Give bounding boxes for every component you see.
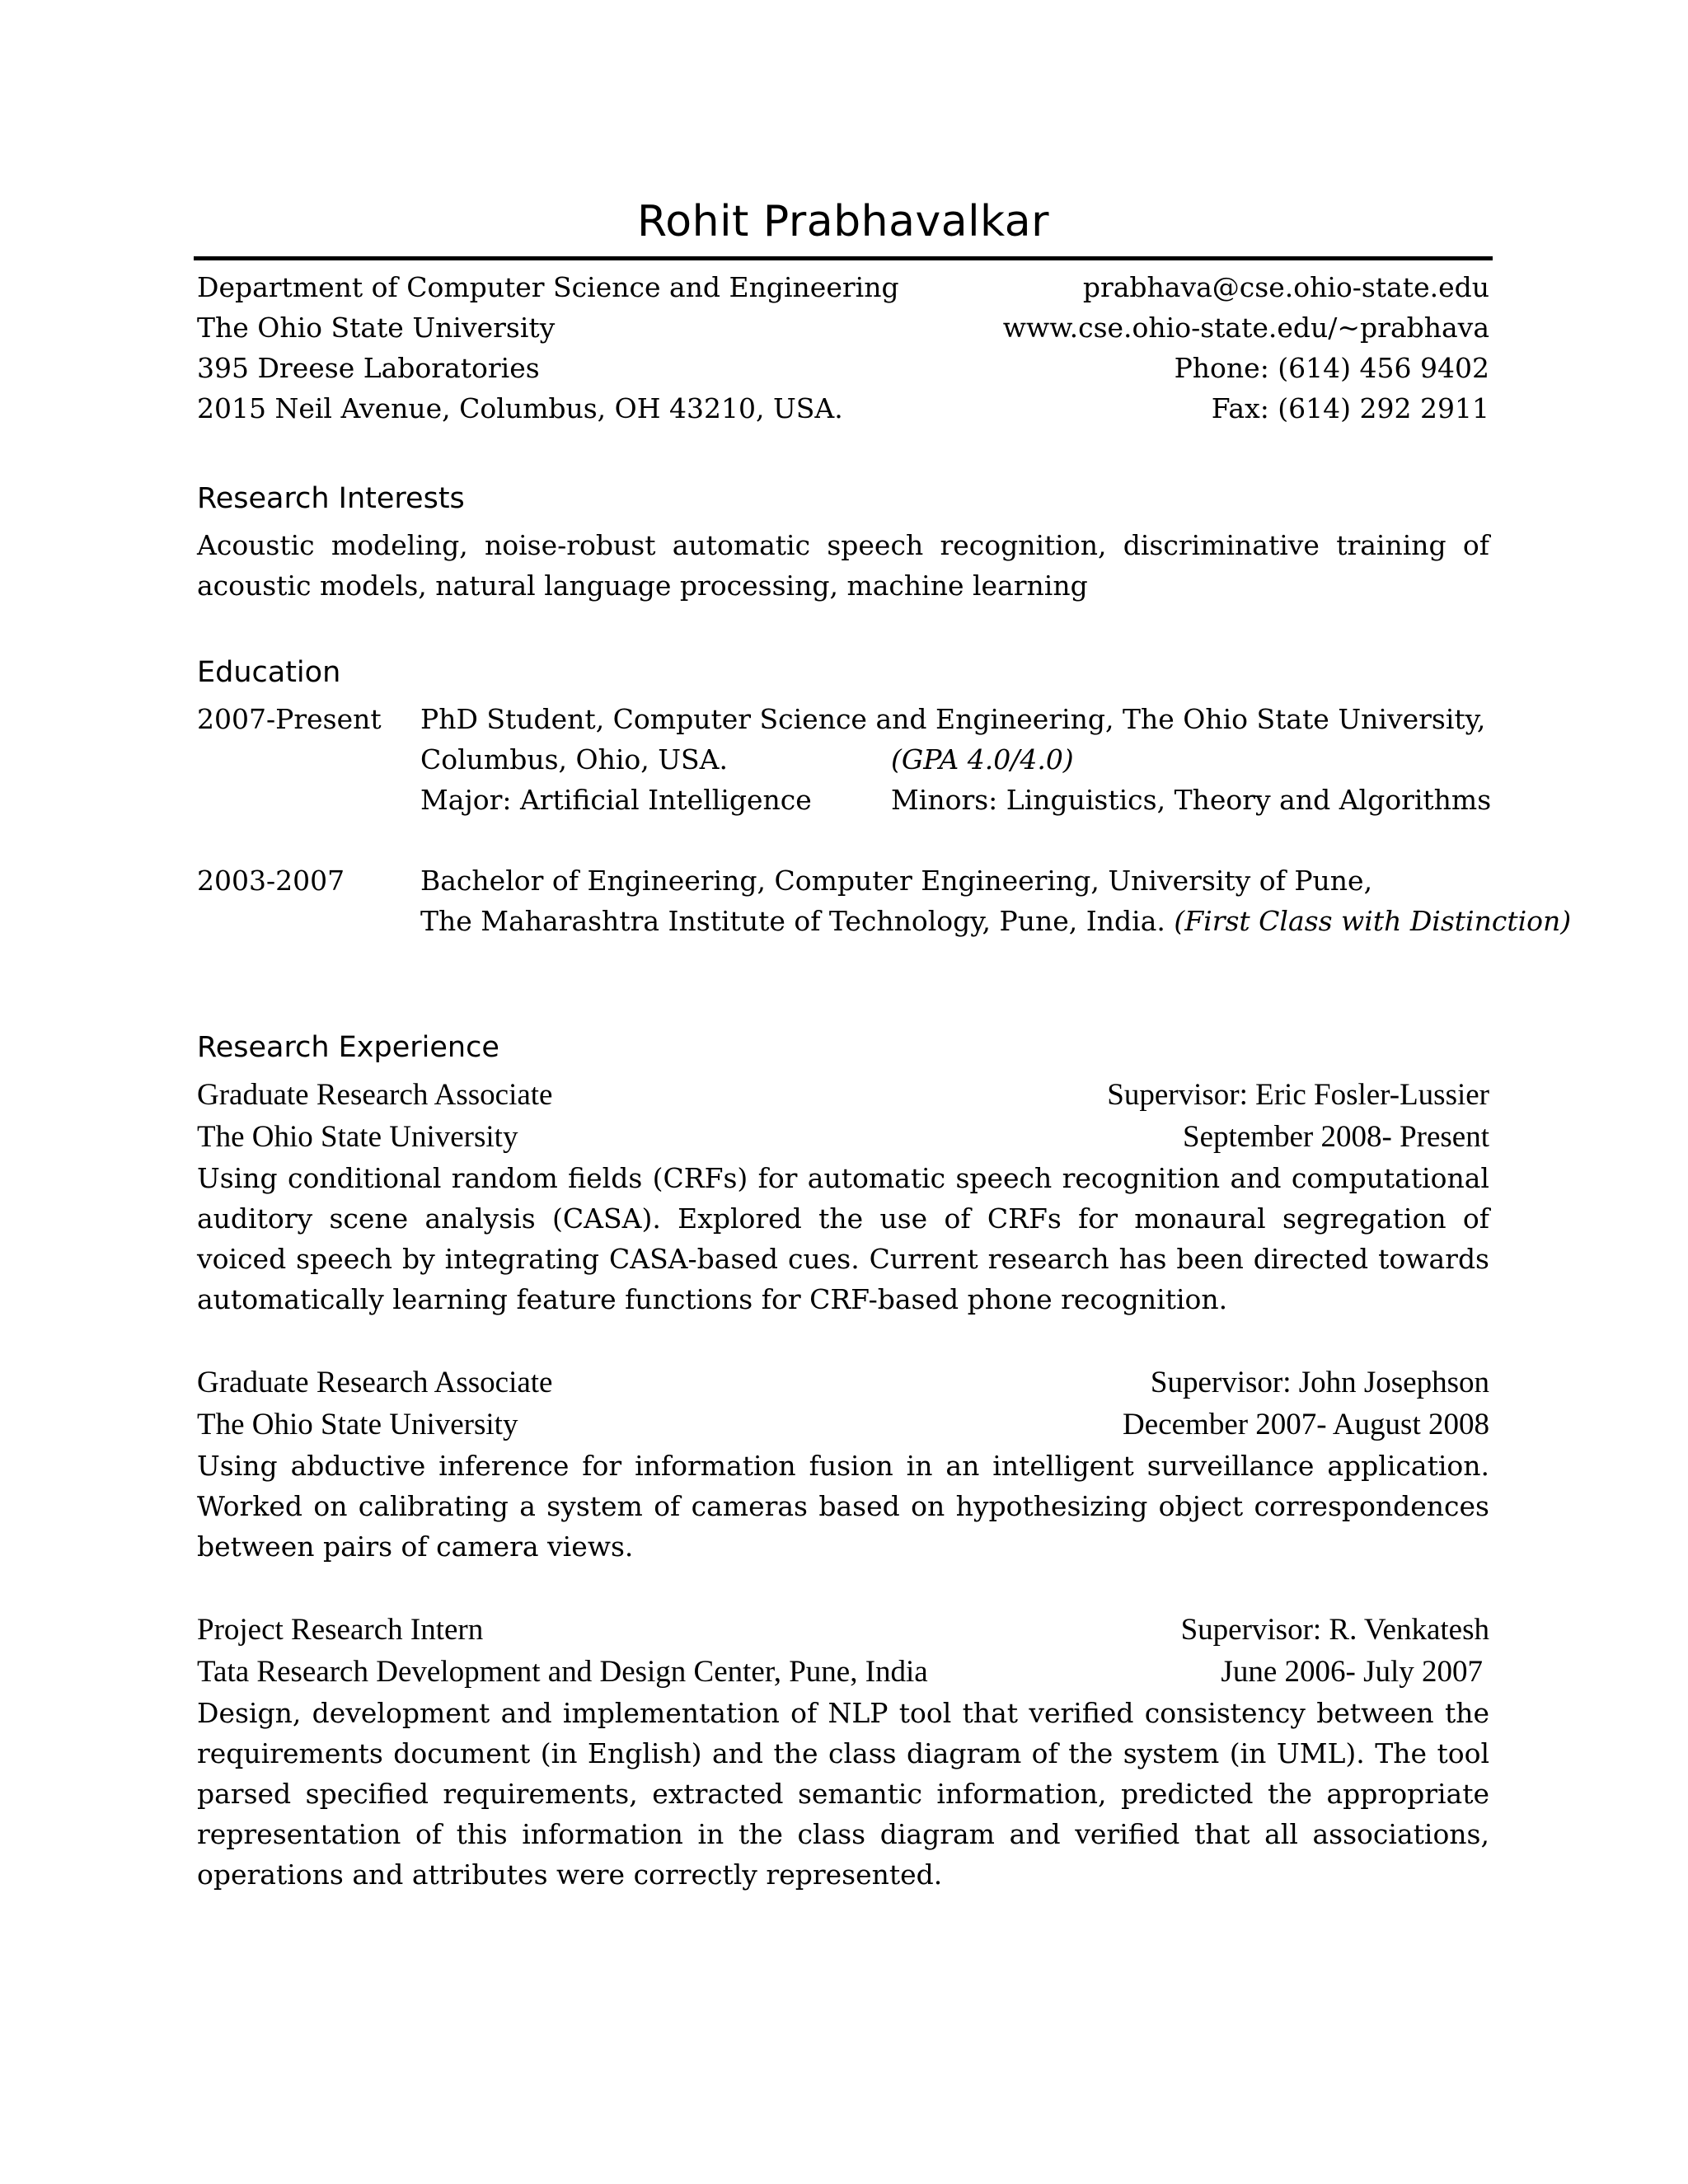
experience-header (197, 1361, 1489, 1404)
education-entry (197, 860, 1572, 941)
spacer (197, 820, 1489, 860)
experience-title: Project Research Intern (197, 1613, 484, 1647)
education-line (420, 739, 1491, 780)
experience-title: Graduate Research Associate (197, 1366, 553, 1399)
experience-org: The Ohio State University (197, 1120, 518, 1154)
education-gpa: (GPA 4.0/4.0) (891, 743, 1074, 776)
education-entry (197, 699, 1492, 820)
experience-title: Graduate Research Associate (197, 1078, 553, 1112)
experience-header (197, 1074, 1489, 1116)
experience-description: Using conditional random fields (CRFs) for automatic speech recognition and computational auditory scene analysis (CASA). Explored the use of CRFs for monaural segregation of voiced speech by integrating CASA-based cues. Current research has been directed towards automatically learning feature functions for CRF-based phone recognition. (197, 1162, 1489, 1315)
address-column (197, 267, 899, 429)
header-rule (194, 256, 1493, 260)
research-experience-heading: Research Experience (197, 1031, 499, 1064)
experience-subheader (197, 1404, 1489, 1446)
address-line: 395 Dreese Laboratories (197, 352, 540, 384)
experience-supervisor: Supervisor: Eric Fosler-Lussier (1107, 1078, 1489, 1112)
address-line: The Ohio State University (197, 312, 556, 344)
education-years: 2007-Present (197, 703, 382, 735)
education-line (420, 901, 1571, 941)
research-interests-heading: Research Interests (197, 482, 465, 515)
experience-subheader (197, 1116, 1489, 1158)
experience-subheader (197, 1651, 1489, 1693)
experience-description: Using abductive inference for information fusion in an intelligent surveillance application. Worked on calibrating a system of cameras based on hypothesizing object correspondences between pairs of camera views. (197, 1450, 1489, 1563)
education-years: 2003-2007 (197, 865, 345, 897)
contact-column (1003, 267, 1489, 429)
phone-number: Phone: (614) 456 9402 (1174, 352, 1489, 384)
education-honors: (First Class with Distinction) (1174, 905, 1572, 937)
education-details (420, 699, 1491, 820)
experience-entry (197, 1074, 1489, 1319)
contact-block (197, 267, 1489, 429)
education-location: Columbus, Ohio, USA. (420, 743, 728, 776)
experience-dates: June 2006- July 2007 (1221, 1655, 1483, 1689)
experience-entry (197, 1609, 1489, 1895)
experience-description: Design, development and implementation of NLP tool that verified consistency between the requirements document (in English) and the class diagram of the system (in UML). The tool parsed specified requirements, extracted semantic information, predicted the appropriate representation of this information in the class diagram and verified that all associations, operations and attributes were correctly represented. (197, 1697, 1489, 1891)
research-interests-text: Acoustic modeling, noise-robust automatic speech recognition, discriminative training of acoustic models, natural language processing, machine learning (197, 529, 1489, 602)
experience-entry (197, 1361, 1489, 1567)
website-link[interactable]: www.cse.ohio-state.edu/~prabhava (1002, 312, 1489, 344)
resume-page (197, 190, 1572, 1895)
experience-dates: December 2007- August 2008 (1123, 1408, 1489, 1441)
address-line: 2015 Neil Avenue, Columbus, OH 43210, USA. (197, 392, 843, 424)
education-major: Major: Artificial Intelligence (420, 784, 812, 816)
experience-org: Tata Research Development and Design Center, Pune, India (197, 1655, 928, 1689)
email-link[interactable]: prabhava@cse.ohio-state.edu (1082, 271, 1489, 303)
education-degree: Bachelor of Engineering, Computer Engineering, University of Pune, (420, 865, 1373, 897)
experience-header (197, 1609, 1489, 1651)
fax-number: Fax: (614) 292 2911 (1211, 392, 1489, 424)
experience-supervisor: Supervisor: R. Venkatesh (1180, 1613, 1489, 1647)
address-line: Department of Computer Science and Engineering (197, 271, 899, 303)
education-line (420, 780, 1491, 820)
education-degree: PhD Student, Computer Science and Engineering, The Ohio State University, (420, 703, 1486, 735)
experience-org: The Ohio State University (197, 1408, 518, 1441)
resume-name: Rohit Prabhavalkar (637, 197, 1049, 246)
education-heading: Education (197, 656, 341, 689)
experience-supervisor: Supervisor: John Josephson (1150, 1366, 1489, 1399)
education-minors: Minors: Linguistics, Theory and Algorithms (891, 784, 1492, 816)
experience-dates: September 2008- Present (1183, 1120, 1489, 1154)
education-details (420, 860, 1571, 941)
education-institution: The Maharashtra Institute of Technology, Pune, India. (420, 905, 1165, 937)
